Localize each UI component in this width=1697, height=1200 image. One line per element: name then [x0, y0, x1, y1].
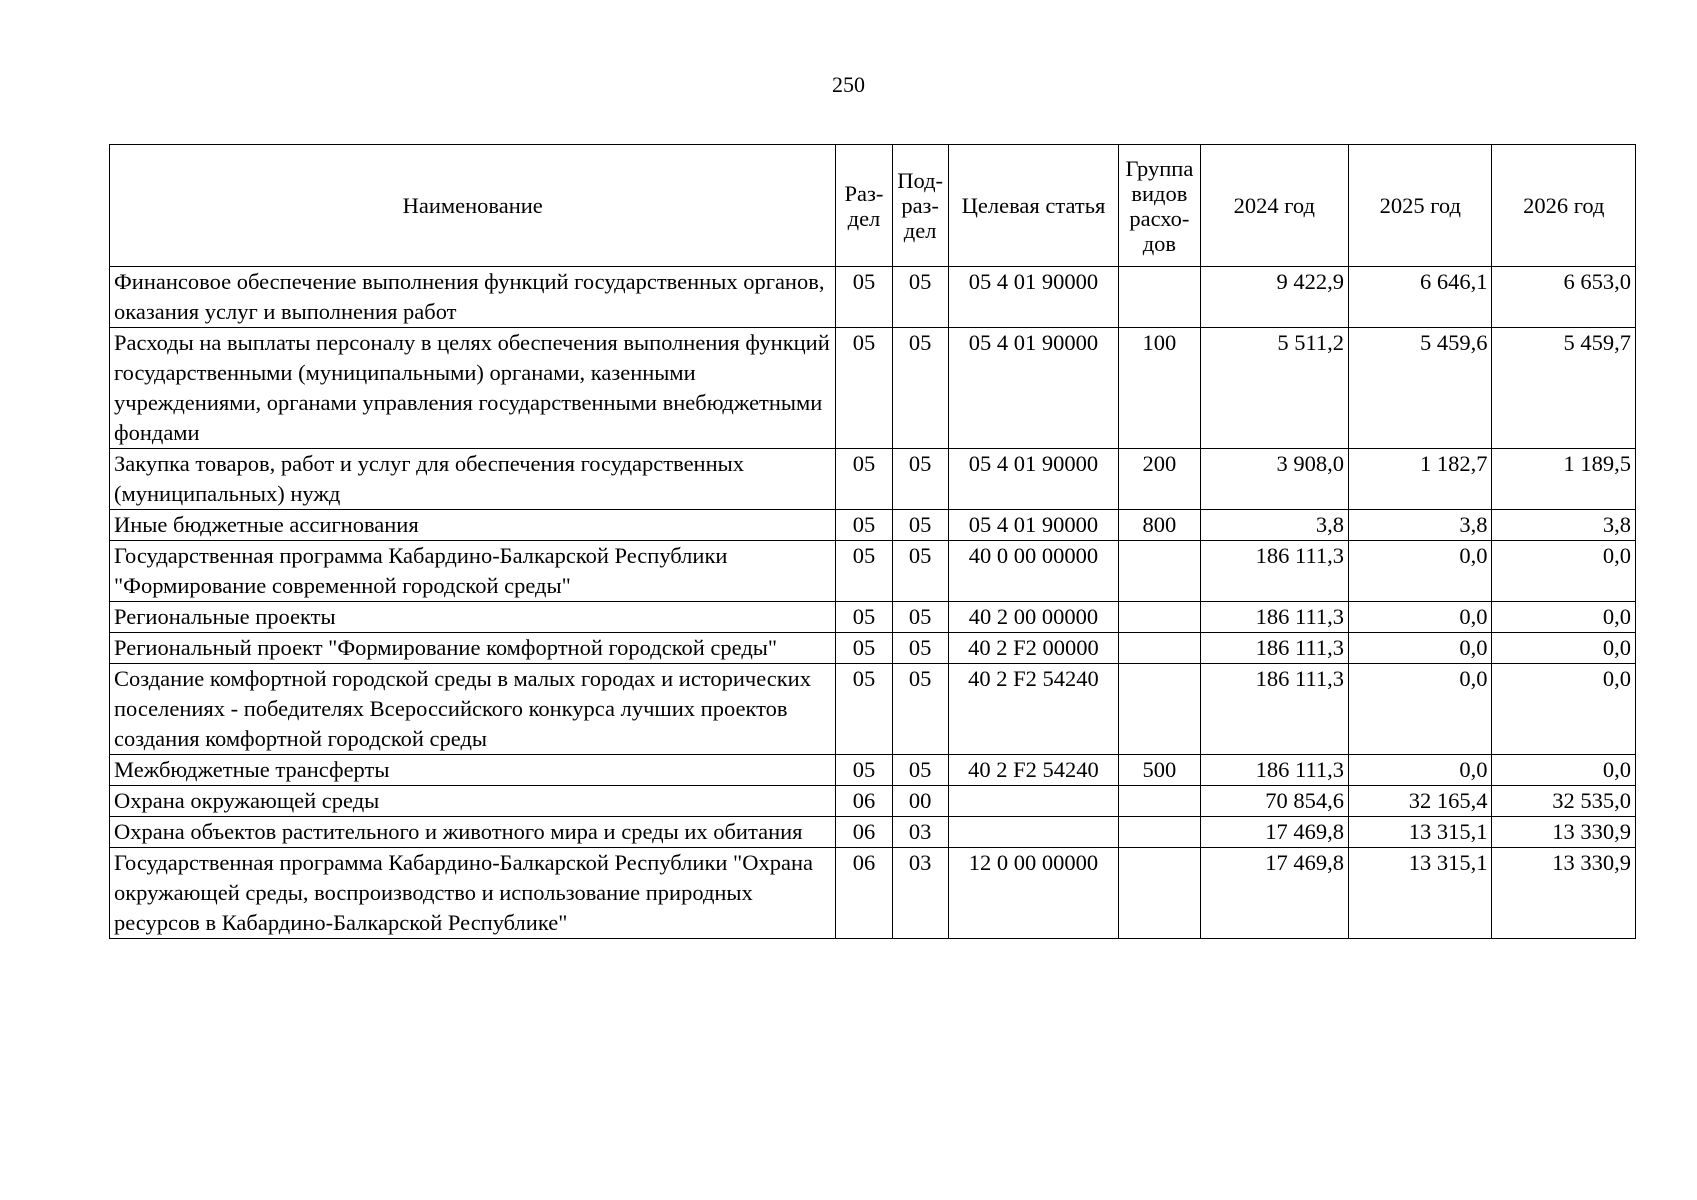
row-section: 05 [836, 755, 892, 786]
row-2025: 32 165,4 [1349, 786, 1492, 817]
row-2026: 13 330,9 [1492, 817, 1636, 848]
budget-table [109, 144, 1636, 939]
row-name: Региональные проекты [110, 602, 836, 633]
row-section: 06 [836, 817, 892, 848]
row-2024: 17 469,8 [1200, 817, 1348, 848]
header-section: Раз-дел [836, 145, 892, 267]
row-section: 05 [836, 267, 892, 328]
row-section: 05 [836, 328, 892, 449]
row-2025: 0,0 [1349, 633, 1492, 664]
row-group [1119, 633, 1200, 664]
row-group: 200 [1119, 449, 1200, 510]
row-name: Региональный проект "Формирование комфортной городской среды" [110, 633, 836, 664]
row-target [948, 786, 1119, 817]
row-target: 12 0 00 00000 [948, 848, 1119, 939]
row-2024: 186 111,3 [1200, 633, 1348, 664]
row-subsection: 05 [892, 328, 948, 449]
table-row [110, 602, 1636, 633]
table-body [110, 267, 1636, 939]
row-subsection: 05 [892, 755, 948, 786]
row-subsection: 03 [892, 817, 948, 848]
row-subsection: 05 [892, 449, 948, 510]
row-target: 40 2 F2 00000 [948, 633, 1119, 664]
row-section: 06 [836, 848, 892, 939]
row-target: 05 4 01 90000 [948, 449, 1119, 510]
row-target: 40 2 F2 54240 [948, 755, 1119, 786]
row-section: 05 [836, 664, 892, 755]
table-row [110, 817, 1636, 848]
header-2025: 2025 год [1349, 145, 1492, 267]
table-row [110, 267, 1636, 328]
row-target: 05 4 01 90000 [948, 328, 1119, 449]
table-row [110, 848, 1636, 939]
row-2024: 5 511,2 [1200, 328, 1348, 449]
row-subsection: 05 [892, 602, 948, 633]
row-group [1119, 786, 1200, 817]
row-2025: 1 182,7 [1349, 449, 1492, 510]
row-2025: 0,0 [1349, 602, 1492, 633]
row-subsection: 05 [892, 510, 948, 541]
row-group: 100 [1119, 328, 1200, 449]
row-subsection: 03 [892, 848, 948, 939]
row-section: 05 [836, 541, 892, 602]
row-2024: 70 854,6 [1200, 786, 1348, 817]
row-2025: 13 315,1 [1349, 817, 1492, 848]
row-group [1119, 848, 1200, 939]
row-target [948, 817, 1119, 848]
row-2025: 3,8 [1349, 510, 1492, 541]
row-target: 40 2 00 00000 [948, 602, 1119, 633]
row-2026: 0,0 [1492, 633, 1636, 664]
row-section: 05 [836, 510, 892, 541]
row-name: Расходы на выплаты персоналу в целях обеспечения выполнения функций государственными (муниципальными) органами, казенными учреждениями, органами управления государственными внебюджетными фондами [110, 328, 836, 449]
header-group: Группа видов расхо-дов [1119, 145, 1200, 267]
table-header [110, 145, 1636, 267]
row-subsection: 05 [892, 633, 948, 664]
row-2024: 186 111,3 [1200, 664, 1348, 755]
header-2024: 2024 год [1200, 145, 1348, 267]
row-section: 06 [836, 786, 892, 817]
row-name: Охрана окружающей среды [110, 786, 836, 817]
row-2025: 0,0 [1349, 755, 1492, 786]
row-group: 800 [1119, 510, 1200, 541]
row-2024: 9 422,9 [1200, 267, 1348, 328]
row-section: 05 [836, 633, 892, 664]
table-row [110, 449, 1636, 510]
row-2026: 0,0 [1492, 755, 1636, 786]
row-group [1119, 817, 1200, 848]
row-target: 40 0 00 00000 [948, 541, 1119, 602]
table-row [110, 510, 1636, 541]
row-subsection: 00 [892, 786, 948, 817]
row-2024: 3 908,0 [1200, 449, 1348, 510]
row-subsection: 05 [892, 541, 948, 602]
row-2026: 3,8 [1492, 510, 1636, 541]
row-2026: 32 535,0 [1492, 786, 1636, 817]
row-2026: 0,0 [1492, 541, 1636, 602]
table-row [110, 541, 1636, 602]
row-group [1119, 602, 1200, 633]
row-2025: 13 315,1 [1349, 848, 1492, 939]
header-2026: 2026 год [1492, 145, 1636, 267]
row-name: Иные бюджетные ассигнования [110, 510, 836, 541]
row-2025: 6 646,1 [1349, 267, 1492, 328]
row-group [1119, 267, 1200, 328]
row-2024: 17 469,8 [1200, 848, 1348, 939]
row-name: Создание комфортной городской среды в малых городах и исторических поселениях - победителях Всероссийского конкурса лучших проектов создания комфортной городской среды [110, 664, 836, 755]
header-subsection: Под-раз-дел [892, 145, 948, 267]
row-name: Межбюджетные трансферты [110, 755, 836, 786]
header-target: Целевая статья [948, 145, 1119, 267]
row-2024: 3,8 [1200, 510, 1348, 541]
table-row [110, 633, 1636, 664]
table-row [110, 664, 1636, 755]
row-subsection: 05 [892, 664, 948, 755]
header-row [110, 145, 1636, 267]
row-2026: 5 459,7 [1492, 328, 1636, 449]
row-2025: 5 459,6 [1349, 328, 1492, 449]
row-group [1119, 541, 1200, 602]
row-section: 05 [836, 602, 892, 633]
row-2026: 0,0 [1492, 664, 1636, 755]
table-row [110, 328, 1636, 449]
row-2026: 1 189,5 [1492, 449, 1636, 510]
row-2026: 0,0 [1492, 602, 1636, 633]
row-name: Закупка товаров, работ и услуг для обеспечения государственных (муниципальных) нужд [110, 449, 836, 510]
row-group [1119, 664, 1200, 755]
row-group: 500 [1119, 755, 1200, 786]
row-2026: 13 330,9 [1492, 848, 1636, 939]
row-2024: 186 111,3 [1200, 541, 1348, 602]
row-target: 05 4 01 90000 [948, 267, 1119, 328]
row-name: Финансовое обеспечение выполнения функций государственных органов, оказания услуг и выполнения работ [110, 267, 836, 328]
row-section: 05 [836, 449, 892, 510]
row-2026: 6 653,0 [1492, 267, 1636, 328]
row-name: Государственная программа Кабардино-Балкарской Республики "Охрана окружающей среды, воспроизводство и использование природных ресурсов в Кабардино-Балкарской Республике" [110, 848, 836, 939]
table-row [110, 786, 1636, 817]
row-name: Охрана объектов растительного и животного мира и среды их обитания [110, 817, 836, 848]
row-2025: 0,0 [1349, 664, 1492, 755]
row-2025: 0,0 [1349, 541, 1492, 602]
row-subsection: 05 [892, 267, 948, 328]
table-row [110, 755, 1636, 786]
page-number: 250 [832, 72, 865, 97]
header-name: Наименование [110, 145, 836, 267]
row-target: 40 2 F2 54240 [948, 664, 1119, 755]
row-2024: 186 111,3 [1200, 755, 1348, 786]
row-2024: 186 111,3 [1200, 602, 1348, 633]
row-target: 05 4 01 90000 [948, 510, 1119, 541]
row-name: Государственная программа Кабардино-Балкарской Республики "Формирование современной городской среды" [110, 541, 836, 602]
